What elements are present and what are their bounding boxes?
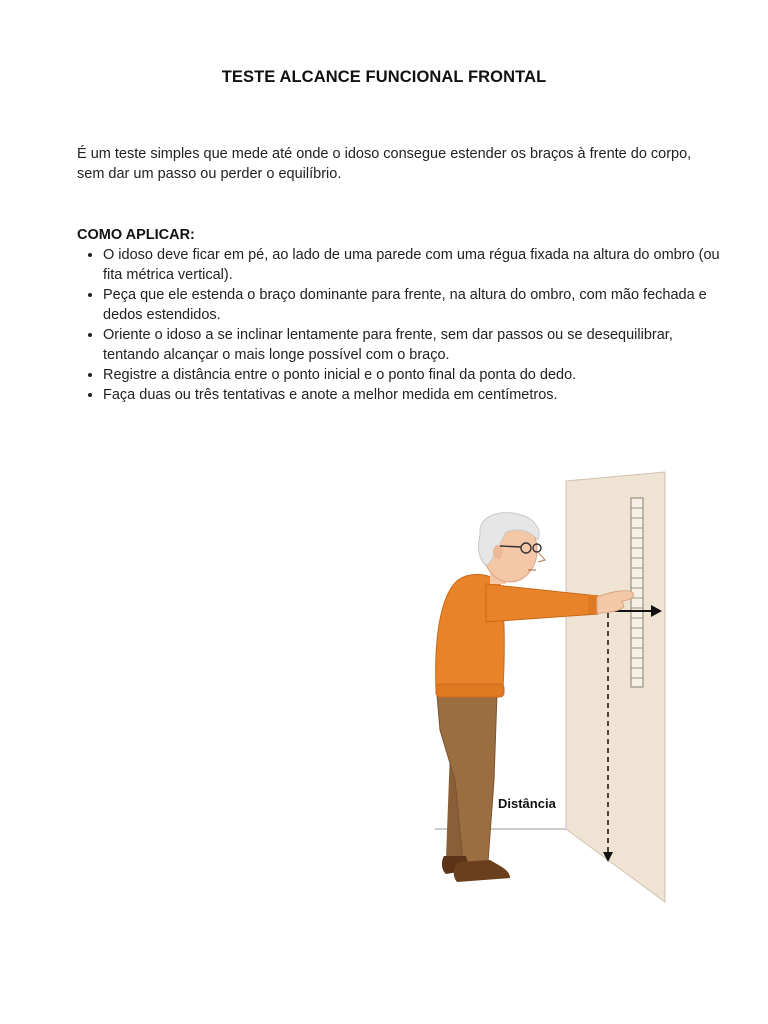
page-title: TESTE ALCANCE FUNCIONAL FRONTAL <box>221 68 547 86</box>
functional-reach-illustration <box>420 465 680 910</box>
step-item: • Peça que ele estenda o braço dominante para frente, na altura do ombro, com mão fechada e dedos estendidos. <box>103 285 733 325</box>
sweater-hem <box>436 684 504 697</box>
step-item: • Registre a distância entre o ponto inicial e o ponto final da ponta do dedo. <box>103 365 733 385</box>
step-item: • Oriente o idoso a se inclinar lentamente para frente, sem dar passos ou se desequilibrar, tentando alcançar o mais longe possível com o braço. <box>103 325 733 365</box>
step-item: • O idoso deve ficar em pé, ao lado de uma parede com uma régua fixada na altura do ombro (ou fita métrica vertical). <box>103 245 733 285</box>
wall <box>566 472 665 902</box>
how-to-apply-heading: COMO APLICAR: <box>77 227 195 243</box>
distance-label: Distância <box>498 796 556 811</box>
intro-paragraph: É um teste simples que mede até onde o idoso consegue estender os braços à frente do corpo, sem dar um passo ou perder o equilíbrio. <box>77 146 692 182</box>
steps-list <box>77 245 733 405</box>
step-item: • Faça duas ou três tentativas e anote a melhor medida em centímetros. <box>103 385 733 405</box>
